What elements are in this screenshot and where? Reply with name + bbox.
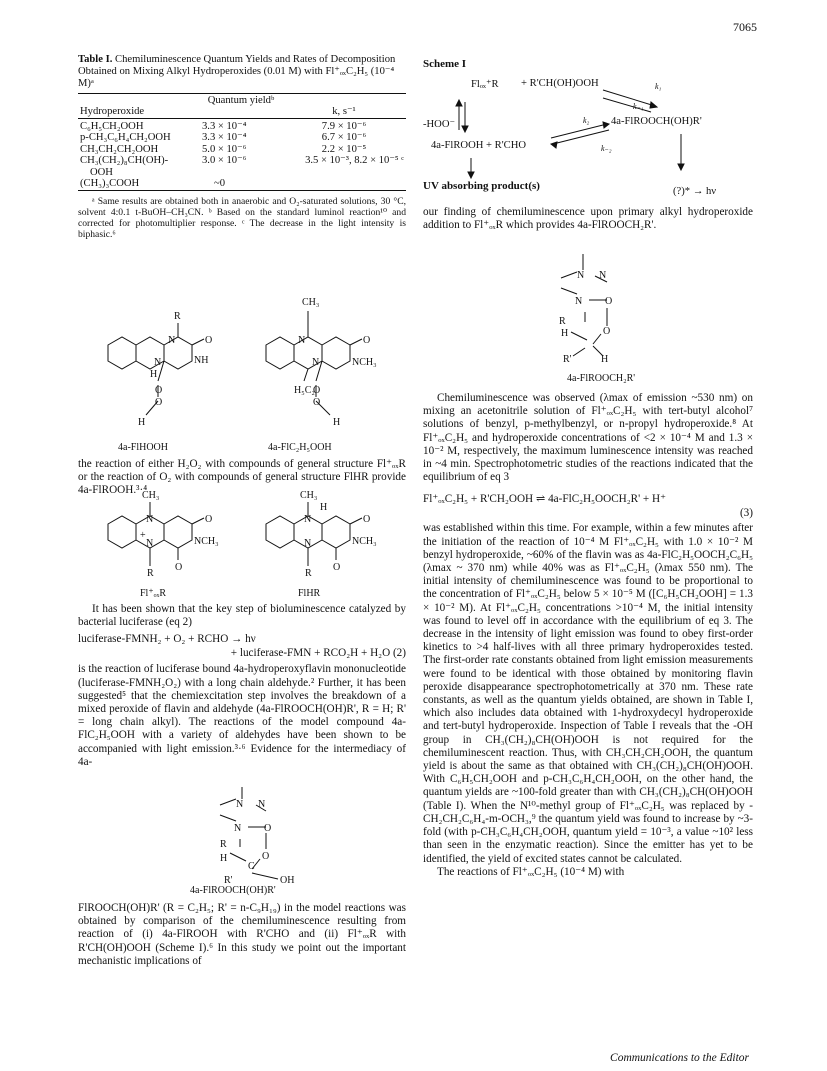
svg-text:O: O [175, 562, 183, 573]
svg-text:O: O [262, 851, 270, 862]
label-4a-flhooh: 4a-FlHOOH [118, 442, 168, 453]
svg-text:O: O [313, 397, 321, 408]
svg-text:NCH₃: NCH₃ [352, 357, 377, 368]
svg-text:R: R [174, 311, 181, 322]
data-table [78, 93, 406, 191]
page-number: 7065 [733, 20, 757, 34]
scheme-title: Scheme I [423, 58, 467, 70]
svg-text:N: N [575, 296, 583, 307]
svg-text:N: N [234, 823, 242, 834]
svg-text:N: N [577, 270, 585, 281]
left-paragraph-1: the reaction of either H₂O₂ with compounds of general structure Fl⁺ₒₓR or the reaction of O₂ with compounds of general structure FlHR provide 4a-FlROOH.³·⁴ [78, 458, 406, 497]
svg-text:CH₃: CH₃ [302, 297, 320, 308]
svg-text:N: N [146, 538, 154, 549]
svg-text:N: N [154, 357, 162, 368]
structure-row-1 [98, 285, 398, 433]
svg-text:O: O [603, 326, 611, 337]
svg-text:O: O [155, 385, 163, 396]
flavin-structures-1 [98, 285, 398, 433]
svg-text:O: O [333, 562, 341, 573]
svg-text:CH₃: CH₃ [300, 490, 318, 501]
svg-text:H₅C₂: H₅C₂ [294, 385, 315, 396]
svg-text:N: N [304, 538, 312, 549]
table-title: Table I. Chemiluminescence Quantum Yields and Rates of Decomposition Obtained on Mixing Alkyl Hydroperoxides (0.01 M) with Fl⁺ₒₓC₂H₅ (10⁻⁴ M)ᵃ [78, 54, 396, 89]
equation-2: luciferase-FMNH₂ + O₂ + RCHO → hν + luciferase-FMN + RCO₂H + H₂O (2) [78, 633, 406, 660]
svg-text:O: O [313, 385, 321, 396]
svg-text:O: O [205, 335, 213, 346]
svg-text:R: R [220, 839, 227, 850]
svg-text:NCH₃: NCH₃ [352, 536, 377, 547]
svg-text:N: N [146, 514, 154, 525]
svg-text:R: R [559, 316, 566, 327]
svg-text:R: R [305, 568, 312, 579]
svg-text:NCH₃: NCH₃ [194, 536, 219, 547]
table-row: CH₃CH₂CH₂OOH 5.0 × 10⁻⁶ 2.2 × 10⁻⁵ [80, 143, 367, 155]
right-paragraph-1: our finding of chemiluminescence upon primary alkyl hydroperoxide addition to Fl⁺ₒₓR which provides 4a-FlROOCH₂R'. [423, 206, 753, 232]
label-4a-flc2h5ooh: 4a-FlC₂H₅OOH [268, 442, 332, 453]
svg-text:C: C [248, 861, 255, 872]
label-flox-r: Fl⁺ₒₓR [140, 588, 167, 599]
svg-text:N: N [236, 799, 244, 810]
svg-text:N: N [258, 799, 266, 810]
svg-text:NH: NH [194, 355, 209, 366]
structure-4a-flrooch2r [545, 252, 665, 370]
table-header-row: Hydroperoxide Quantum yieldᵇ k, s⁻¹ [80, 95, 356, 117]
svg-text:R: R [147, 568, 154, 579]
svg-text:N: N [304, 514, 312, 525]
label-4a-flrooch2r: 4a-FlROOCH₂R' [567, 373, 636, 384]
svg-text:O: O [363, 335, 371, 346]
left-paragraph-3: FlROOCH(OH)R' (R = C₂H₅; R' = n-C₉H₁₉) in the model reactions was obtained by comparison of the chemiluminescence resulting from reaction of (i) 4a-FlROOH with R'CHO and (ii) Fl⁺ₒₓR with R'CH(OH)OOH (Scheme I).⁶ In this study we point out the important mechanistic implications of [78, 902, 406, 967]
footer-section: Communications to the Editor [610, 1052, 749, 1064]
svg-text:O: O [155, 397, 163, 408]
svg-text:O: O [363, 514, 371, 525]
svg-text:O: O [605, 296, 613, 307]
svg-text:H: H [150, 369, 158, 380]
svg-text:H: H [333, 417, 341, 428]
table-row: OOH [90, 166, 113, 178]
svg-text:H: H [320, 502, 328, 513]
scheme-uv-product: UV absorbing product(s) [423, 180, 540, 192]
svg-text:CH₃: CH₃ [142, 490, 160, 501]
svg-text:H: H [220, 853, 228, 864]
svg-text:N: N [298, 335, 306, 346]
flavin-structures-2 [98, 488, 398, 588]
svg-text:H: H [601, 354, 609, 365]
svg-text:O: O [205, 514, 213, 525]
label-4a-flrooch-oh-r: 4a-FlROOCH(OH)R' [190, 885, 276, 896]
equation-3: Fl⁺ₒₓC₂H₅ + R'CH₂OOH ⇌ 4a-FlC₂H₅OOCH₂R' + H⁺ (3) [423, 493, 753, 520]
svg-text:OH: OH [280, 875, 295, 885]
structure-row-2 [98, 488, 398, 588]
scheme-i: Flₒₓ⁺R + R'CH(OH)OOH -HOO⁻ 4a-FlROOCH(OH)R' 4a-FlROOH + R'CHO k₁ k₋₁ k₂ k₋₂ (?)* → hν [423, 72, 753, 202]
table-footnote: ᵃ Same results are obtained both in anaerobic and O₂-saturated solutions, 30 °C, solvent 4:0.1 t-BuOH–CH₃CN. ᵇ Based on the standard luminol reaction¹⁰ and corrected for photomultiplier response. ᶜ The decrease in the light intensity is biphasic.⁶ [78, 195, 406, 240]
svg-text:R': R' [224, 875, 233, 885]
svg-text:N: N [312, 357, 320, 368]
svg-text:N: N [599, 270, 607, 281]
svg-text:R': R' [563, 354, 572, 365]
table-row: C₆H₅CH₂OOH 3.3 × 10⁻⁴ 7.9 × 10⁻⁶ [80, 120, 367, 132]
label-flhr: FlHR [298, 588, 321, 599]
table-row: p-CH₃C₆H₄CH₂OOH 3.3 × 10⁻⁴ 6.7 × 10⁻⁶ [80, 132, 367, 143]
svg-text:N: N [168, 335, 176, 346]
left-paragraph-2: It has been shown that the key step of bioluminescence catalyzed by bacterial luciferase (eq 2) luciferase-FMNH₂ + O₂ + RCHO → hν + luciferase-FMN + RCO₂H + H₂O (2) is the reaction of luciferase bound 4a-hydroperoxyflavin mononucleotide (luciferase-FMNH₂O₂) with a long chain aldehyde.² Further, it has been suggested⁵ that the chemiexcitation step involves the breakdown of a mixed peroxide of flavin and aldehyde (4a-FlROOCH(OH)R', R = H; R' = long chain alkyl). The reactions of the model compound 4a-FlC₂H₅OOH with a variety of aldehydes have been shown to be accompanied with light emission.³·⁶ Evidence for the intermediacy of 4a- [78, 603, 406, 768]
svg-text:O: O [264, 823, 272, 834]
structure-4a-flrooch-oh-r [200, 785, 340, 885]
table-row: CH₃(CH₂)₈CH(OH)- 3.0 × 10⁻⁶ 3.5 × 10⁻³, 8.2 × 10⁻⁵ ᶜ [80, 155, 404, 166]
svg-text:H: H [138, 417, 146, 428]
right-paragraph-2: Chemiluminescence was observed (λmax of emission ~530 nm) on mixing an acetonitrile solution of Fl⁺ₒₓC₂H₅ with tert-butyl alcohol⁷ solutions of benzyl, p-methylbenzyl, or n-propyl hydroperoxide.⁸ At Fl⁺ₒₓC₂H₅ and hydroperoxide concentrations of <2 × 10⁻⁴ M and 1.3 × 10⁻² M, respectively, the maximum luminescence intensity was reached in ~4 min. Spectrophotometric studies of the reactions indicated that the equilibrium of eq 3 Fl⁺ₒₓC₂H₅ + R'CH₂OOH ⇌ 4a-FlC₂H₅OOCH₂R' + H⁺ (3) was established within this time. For example, within a few minutes after the initiation of the reaction of 10⁻⁴ M Fl⁺ₒₓC₂H₅ with 1.0 × 10⁻² M benzyl hydroperoxide, ~60% of the flavin was as 4a-FlC₂H₅OOCH₂C₆H₅ (λmax ~ 370 nm) while 40% was as Fl⁺ₒₓC₂H₅ (λmax 550 nm). The initial intensity of chemiluminescence was found to be proportional to the concentration of Fl⁺ₒₓC₂H₅ below 5 × 10⁻⁵ M ([C₆H₅CH₂OOH] = 1.3 × 10⁻² M). At Fl⁺ₒₓC₂H₅ concentrations >10⁻⁴ M, the initial intensity was found to level off in accordance with the equilibrium of eq 3. The decrease in the intensity of light emission was found to obey first-order kinetics to >4 half-lives with all three primary hydroperoxides tested. The first-order rate constants obtained from light emission measurements were found to be identical with those obtained by monitoring flavin peroxide disappearance spectrophotometrically at 370 nm. These rate constants, as well as the quantum yields obtained, are shown in Table I, which also includes data obtained with 1-hydroxydecyl hydroperoxide and tert-butyl hydroperoxide. Inspection of Table I reveals that the -OH group in CH₃(CH₂)₈CH(OH)OOH is not required for the chemiluminescent reaction. Thus, with CH₃CH₂CH₂OOH, the quantum yield is about the same as that obtained with CH₃(CH₂)₈CH(OH)OOH. With C₆H₅CH₂OOH and p-CH₃C₆H₄CH₂OOH, on the other hand, the quantum yields are ~100-fold greater than with CH₃(CH₂)₈CH(OH)OOH (Table I). When the N¹⁰-methyl group of Fl⁺ₒₓC₂H₅ was replaced by -CH₂CH₂C₆H₄-m-OCH₃,⁹ the quantum yield was found to increase by ~3-fold (with p-CH₃C₆H₄CH₂OOH, quantum yield = 10⁻³, a value ~10² less than seen in the enzymatic reaction). Since the emitter has yet to be identified, the yield of excited states cannot be calculated. The reactions of Fl⁺ₒₓC₂H₅ (10⁻⁴ M) with [423, 392, 753, 878]
svg-text:H: H [561, 328, 569, 339]
svg-text:+: + [140, 530, 146, 541]
table-i [78, 54, 406, 240]
table-row: (CH₃)₃COOH ~0 [80, 178, 226, 189]
